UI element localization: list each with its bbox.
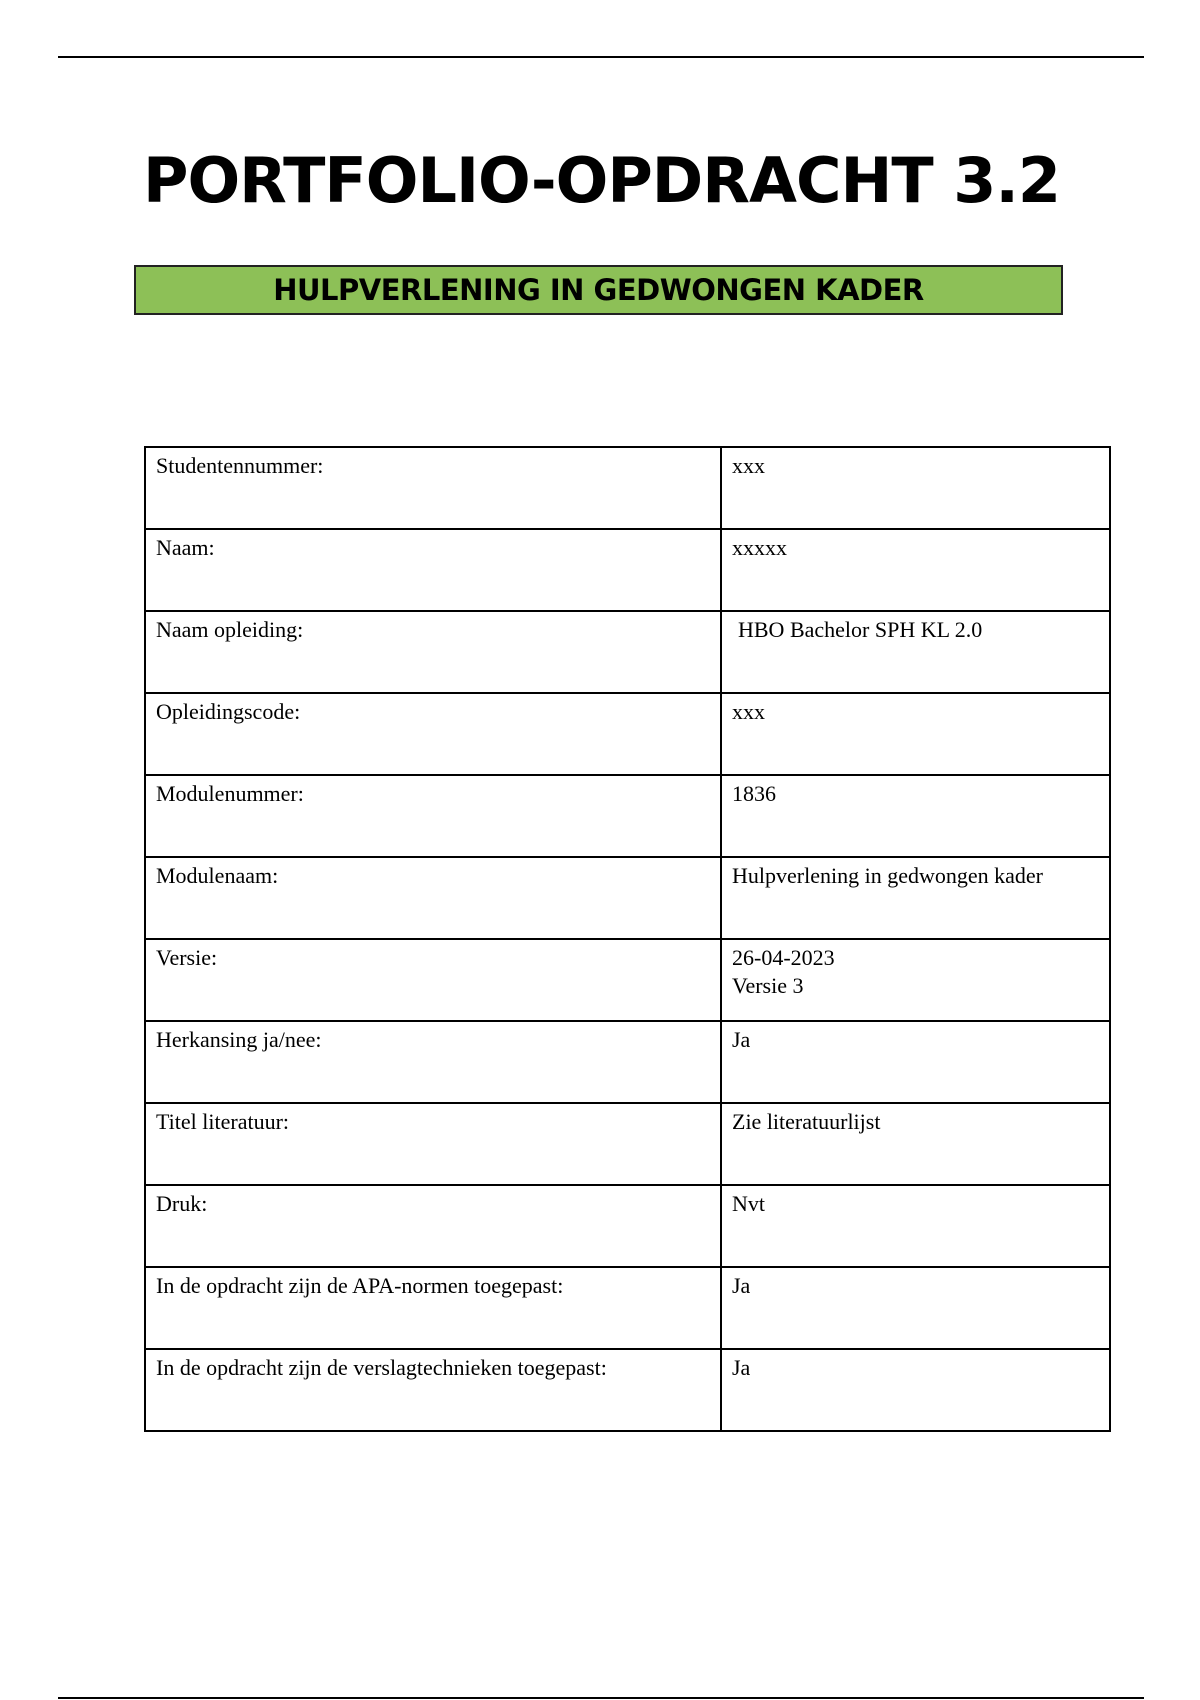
row-value: Ja [721,1349,1110,1431]
row-label: Herkansing ja/nee: [145,1021,721,1103]
row-label: In de opdracht zijn de verslagtechnieken toegepast: [145,1349,721,1431]
table-row [145,1103,1110,1185]
row-value [721,939,1110,1021]
table-row [145,1267,1110,1349]
table-row [145,1349,1110,1431]
table-row [145,1021,1110,1103]
row-value: Zie literatuurlijst [721,1103,1110,1185]
row-label: Naam: [145,529,721,611]
row-value [721,611,1110,693]
row-label: Modulenummer: [145,775,721,857]
row-label: Opleidingscode: [145,693,721,775]
row-label: Versie: [145,939,721,1021]
table-row [145,775,1110,857]
row-label: Titel literatuur: [145,1103,721,1185]
table-row [145,857,1110,939]
row-label: In de opdracht zijn de APA-normen toegepast: [145,1267,721,1349]
row-label: Studentennummer: [145,447,721,529]
row-value: Ja [721,1267,1110,1349]
header-rule [58,56,1144,58]
row-value-text: HBO Bachelor SPH KL 2.0 [738,617,983,642]
table-row [145,447,1110,529]
table-row [145,693,1110,775]
row-label: Naam opleiding: [145,611,721,693]
row-label: Modulenaam: [145,857,721,939]
row-value: xxxxx [721,529,1110,611]
row-value: Hulpverlening in gedwongen kader [721,857,1110,939]
row-value: Ja [721,1021,1110,1103]
student-info-table [144,446,1111,1432]
subtitle-banner [134,265,1063,315]
page-title: PORTFOLIO-OPDRACHT 3.2 [143,144,1061,217]
table-row [145,611,1110,693]
subtitle-text: HULPVERLENING IN GEDWONGEN KADER [273,273,924,307]
row-value: 1836 [721,775,1110,857]
version-date: 26-04-2023 [732,945,835,970]
table-row [145,939,1110,1021]
row-label: Druk: [145,1185,721,1267]
table-row [145,1185,1110,1267]
row-value: Nvt [721,1185,1110,1267]
version-number: Versie 3 [732,973,804,998]
footer-rule [58,1697,1144,1699]
row-value: xxx [721,693,1110,775]
row-value: xxx [721,447,1110,529]
table-row [145,529,1110,611]
